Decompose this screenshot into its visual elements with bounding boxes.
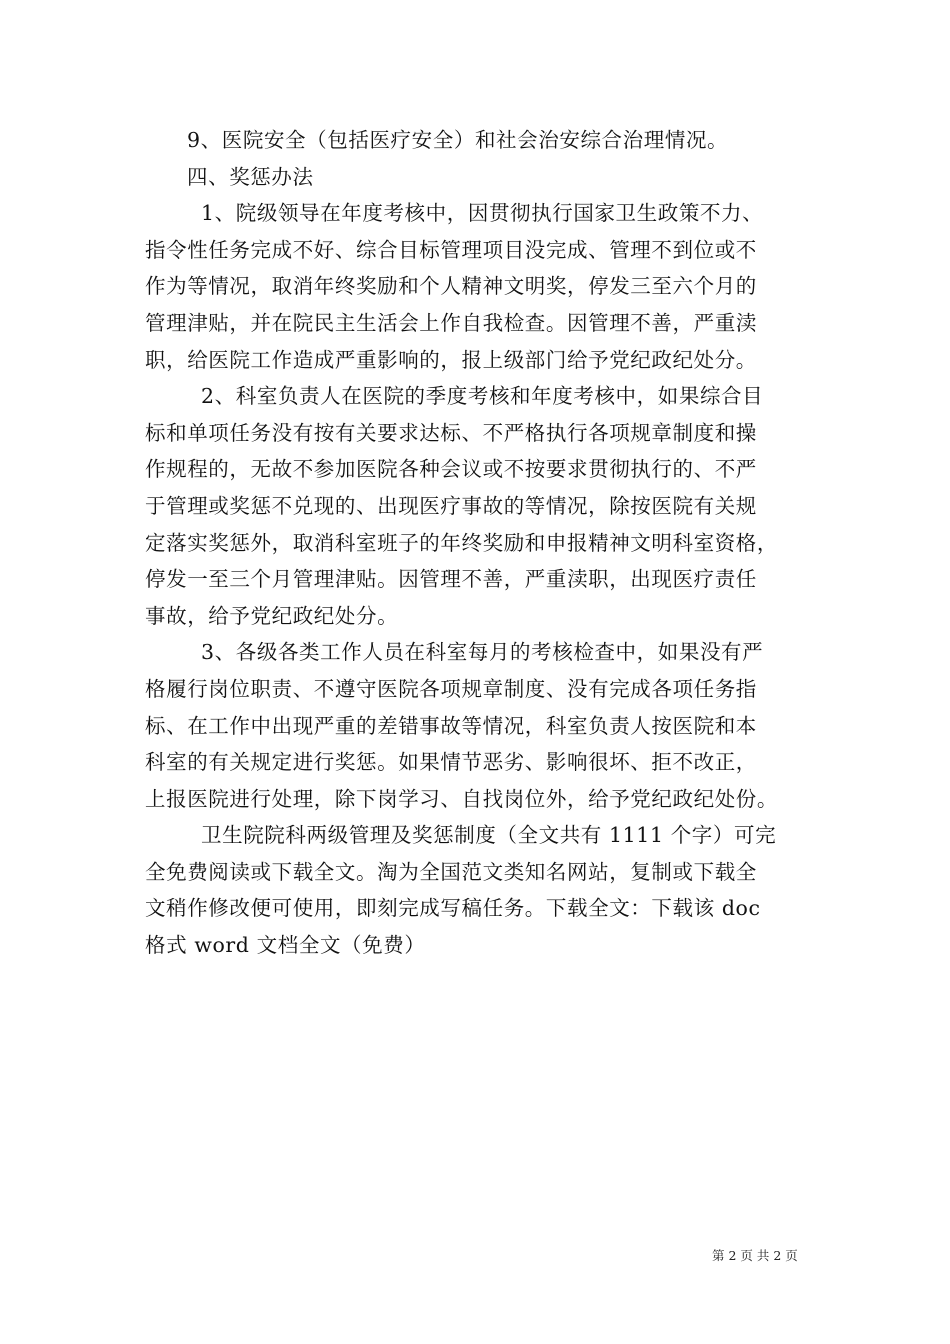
download-note-line-1: 卫生院院科两级管理及奖惩制度（全文共有 1111 个字）可完: [201, 823, 777, 848]
paragraph-1-line-1: 1、院级领导在年度考核中，因贯彻执行国家卫生政策不力、: [201, 201, 764, 226]
paragraph-2-line-7: 事故，给予党纪政纪处分。: [145, 603, 399, 628]
paragraph-3-line-1: 3、各级各类工作人员在科室每月的考核检查中，如果没有严: [201, 640, 764, 665]
paragraph-2-line-5: 定落实奖惩外，取消科室班子的年终奖励和申报精神文明科室资格，: [145, 530, 778, 555]
download-note-line-2: 全免费阅读或下载全文。淘为全国范文类知名网站，复制或下载全: [145, 859, 757, 884]
paragraph-2-line-6: 停发一至三个月管理津贴。因管理不善，严重渎职，出现医疗责任: [145, 567, 757, 592]
paragraph-3-line-4: 科室的有关规定进行奖惩。如果情节恶劣、影响很坏、拒不改正，: [145, 750, 757, 775]
paragraph-3-line-2: 格履行岗位职责、不遵守医院各项规章制度、没有完成各项任务指: [145, 676, 757, 701]
document-body: [145, 122, 815, 964]
paragraph-2-line-1: 2、科室负责人在医院的季度考核和年度考核中，如果综合目: [201, 384, 764, 409]
paragraph-2-line-2: 标和单项任务没有按有关要求达标、不严格执行各项规章制度和操: [145, 420, 757, 445]
download-note-line-3: 文稍作修改便可使用，即刻完成写稿任务。下载全文：下载该 doc: [145, 896, 761, 921]
paragraph-3-line-5: 上报医院进行处理，除下岗学习、自找岗位外，给予党纪政纪处份。: [145, 786, 778, 811]
paragraph-1-line-5: 职，给医院工作造成严重影响的，报上级部门给予党纪政纪处分。: [145, 347, 757, 372]
paragraph-1-line-3: 作为等情况，取消年终奖励和个人精神文明奖，停发三至六个月的: [145, 274, 757, 299]
paragraph-3-line-3: 标、在工作中出现严重的差错事故等情况，科室负责人按医院和本: [145, 713, 757, 738]
paragraph-2-line-4: 于管理或奖惩不兑现的、出现医疗事故的等情况，除按医院有关规: [145, 493, 757, 518]
paragraph-2-line-3: 作规程的，无故不参加医院各种会议或不按要求贯彻执行的、不严: [145, 457, 757, 482]
paragraph-1-line-2: 指令性任务完成不好、综合目标管理项目没完成、管理不到位或不: [145, 237, 757, 262]
paragraph-1-line-4: 管理津贴，并在院民主生活会上作自我检查。因管理不善，严重渎: [145, 310, 757, 335]
download-note-line-4: 格式 word 文档全文（免费）: [145, 933, 426, 958]
page-indicator: 第 2 页 共 2 页: [712, 1248, 798, 1263]
section-heading-rewards-penalties: 四、奖惩办法: [187, 164, 314, 189]
paragraph-line-item-9: 9、医院安全（包括医疗安全）和社会治安综合治理情况。: [187, 128, 729, 152]
